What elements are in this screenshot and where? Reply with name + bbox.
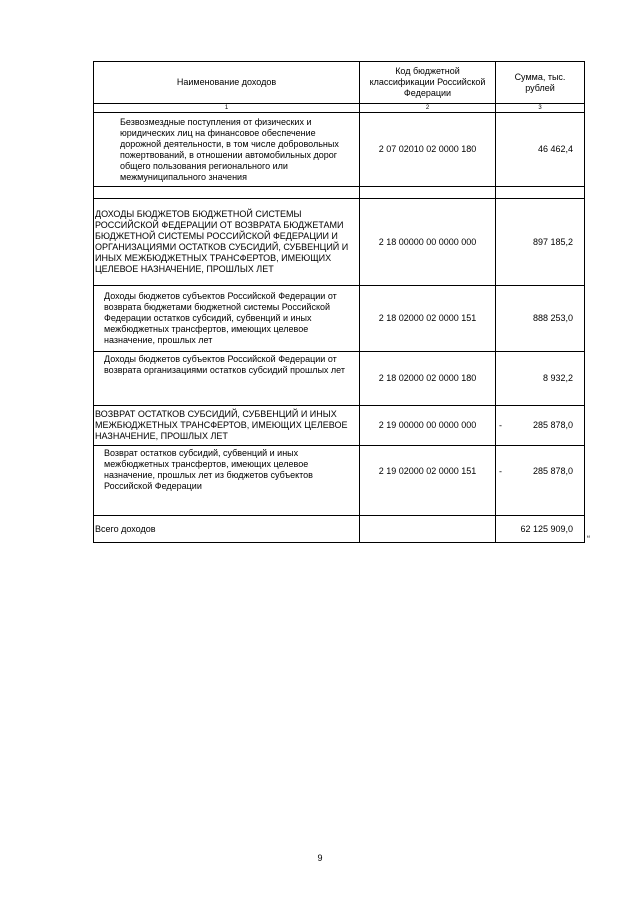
row-sum (496, 113, 585, 187)
header-sum: Сумма, тыс. рублей (496, 62, 585, 104)
total-row (94, 516, 585, 543)
header-revenue-name: Наименование доходов (94, 62, 360, 104)
row-sum (496, 446, 585, 516)
table-row (94, 446, 585, 516)
row-sum-value: 46 462,4 (537, 144, 573, 154)
page-number: 9 (317, 853, 323, 863)
column-number-2: 2 (360, 104, 496, 113)
minus-sign: - (499, 420, 502, 430)
row-name: Доходы бюджетов субъектов Российской Федерации от возврата организациями остатков субсидий прошлых лет (94, 352, 360, 406)
row-sum-value: 897 185,2 (532, 236, 573, 247)
row-code: 2 18 02000 02 0000 151 (360, 286, 496, 352)
row-sum (496, 199, 585, 286)
row-sum-value: 8 932,2 (542, 373, 573, 383)
row-code: 2 19 00000 00 0000 000 (360, 406, 496, 446)
row-code: 2 07 02010 02 0000 180 (360, 113, 496, 187)
row-name: Доходы бюджетов субъектов Российской Федерации от возврата бюджетами бюджетной системы Российской Федерации остатков субсидий, субвенций и иных межбюджетных трансфертов, имеющих целевое назначение, прошлых лет (94, 286, 360, 352)
row-name: Возврат остатков субсидий, субвенций и иных межбюджетных трансфертов, имеющих целевое назначение, прошлых лет из бюджетов субъектов Российской Федерации (94, 446, 360, 516)
revenue-table (93, 61, 585, 543)
total-label: Всего доходов (94, 516, 360, 543)
table-row (94, 352, 585, 406)
row-code: 2 18 00000 00 0000 000 (360, 199, 496, 286)
total-sum: 62 125 909,0 (496, 516, 585, 543)
row-sum (496, 406, 585, 446)
row-sum (496, 352, 585, 406)
total-code (360, 516, 496, 543)
row-code (360, 187, 496, 199)
header-budget-code: Код бюджетной классификации Российской Федерации (360, 62, 496, 104)
row-name: ДОХОДЫ БЮДЖЕТОВ БЮДЖЕТНОЙ СИСТЕМЫ РОССИЙСКОЙ ФЕДЕРАЦИИ ОТ ВОЗВРАТА БЮДЖЕТАМИ БЮДЖЕТНОЙ СИСТЕМЫ РОССИЙСКОЙ ФЕДЕРАЦИИ И ОРГАНИЗАЦИЯМИ ОСТАТКОВ СУБСИДИЙ, СУБВЕНЦИЙ И ИНЫХ МЕЖБЮДЖЕТНЫХ ТРАНСФЕРТОВ, ИМЕЮЩИХ ЦЕЛЕВОЕ НАЗНАЧЕНИЕ, ПРОШЛЫХ ЛЕТ (94, 199, 360, 286)
row-sum (496, 187, 585, 199)
row-name: Безвозмездные поступления от физических и юридических лиц на финансовое обеспечение дорожной деятельности, в том числе добровольных пожертвований, в отношении автомобильных дорог общего пользования регионального или межмуниципального значения (94, 113, 360, 187)
table-row (94, 286, 585, 352)
row-sum-value: 888 253,0 (532, 313, 573, 323)
row-sum-value: 285 878,0 (532, 420, 573, 430)
column-number-row (94, 104, 585, 113)
row-name: ВОЗВРАТ ОСТАТКОВ СУБСИДИЙ, СУБВЕНЦИЙ И ИНЫХ МЕЖБЮДЖЕТНЫХ ТРАНСФЕРТОВ, ИМЕЮЩИХ ЦЕЛЕВОЕ НАЗНАЧЕНИЕ, ПРОШЛЫХ ЛЕТ (94, 406, 360, 446)
table-row (94, 187, 585, 199)
column-number-1: 1 (94, 104, 360, 113)
row-code: 2 18 02000 02 0000 180 (360, 352, 496, 406)
table-row (94, 113, 585, 187)
column-number-3: 3 (496, 104, 585, 113)
row-code: 2 19 02000 02 0000 151 (360, 446, 496, 516)
row-name (94, 187, 360, 199)
table-header-row (94, 62, 585, 104)
table-row (94, 406, 585, 446)
closing-quote: “ (587, 534, 590, 544)
row-sum (496, 286, 585, 352)
row-sum-value: 285 878,0 (532, 466, 573, 476)
minus-sign: - (499, 466, 502, 477)
table-row (94, 199, 585, 286)
